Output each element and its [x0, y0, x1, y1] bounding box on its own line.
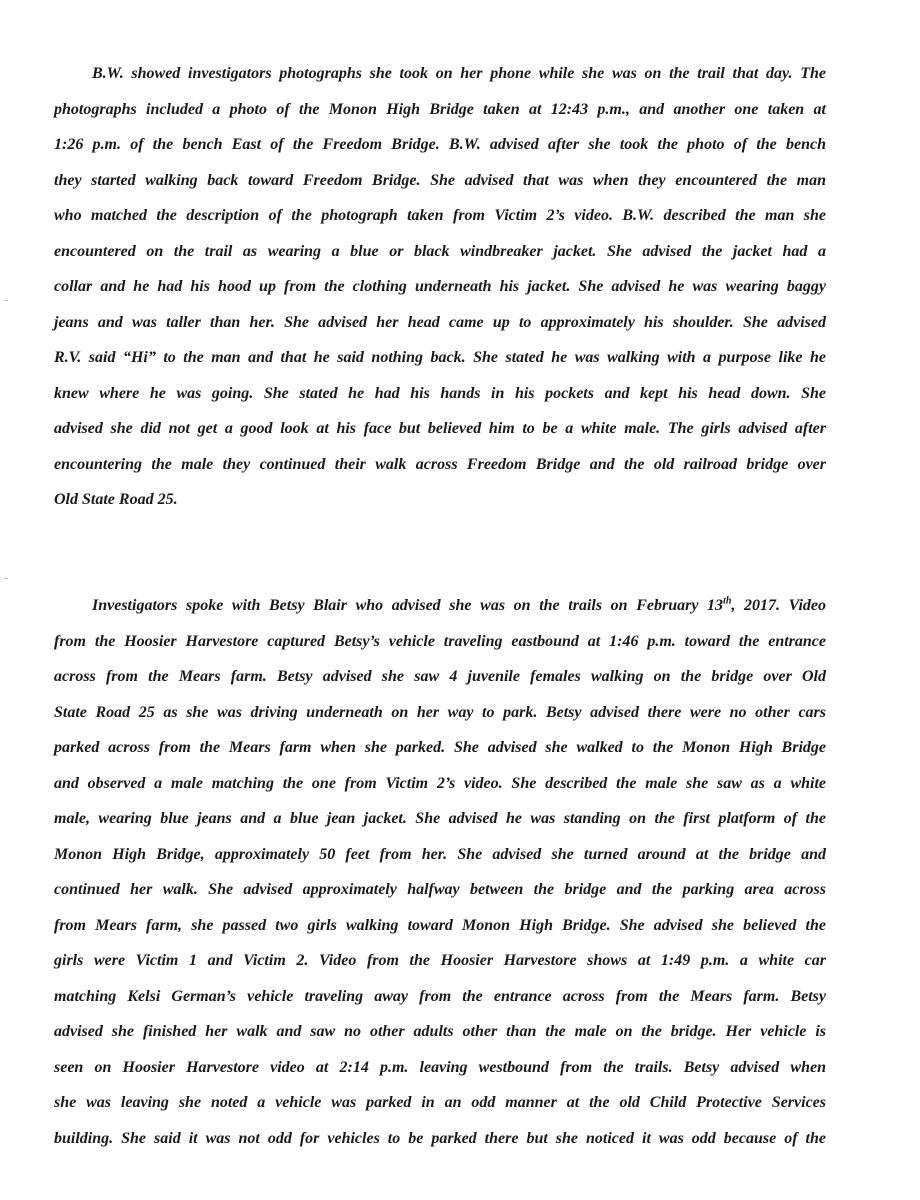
text-line: matching Kelsi German’s vehicle traveling away from the entrance across from the Mears farm. Betsy — [54, 987, 826, 1005]
text-line: she was leaving she noted a vehicle was parked in an odd manner at the old Child Protective Services — [54, 1094, 826, 1111]
text-line: collar and he had his hood up from the clothing underneath his jacket. She advised he was wearing baggy — [54, 278, 826, 295]
text-line: from Mears farm, she passed two girls walking toward Monon High Bridge. She advised she believed the — [54, 916, 826, 934]
text-line: they started walking back toward Freedom Bridge. She advised that was when they encountered the man — [54, 171, 826, 189]
text-line: across from the Mears farm. Betsy advised she saw 4 juvenile females walking on the bridge over Old — [54, 668, 826, 685]
superscript: th — [723, 595, 732, 607]
text-line: advised she finished her walk and saw no other adults other than the male on the bridge. Her vehicle is — [54, 1023, 826, 1040]
text-line: Monon High Bridge, approximately 50 feet from her. She advised she turned around at the bridge and — [54, 845, 826, 863]
scan-mark — [4, 578, 8, 579]
text-line: advised she did not get a good look at his face but believed him to be a white male. The girls advised after — [54, 420, 826, 437]
text-line: B.W. showed investigators photographs she took on her phone while she was on the trail that day. The — [92, 65, 826, 82]
text-line: from the Hoosier Harvestore captured Betsy’s vehicle traveling eastbound at 1:46 p.m. toward the entrance — [54, 632, 826, 650]
text-line: Old State Road 25. — [54, 491, 178, 508]
scan-mark — [4, 300, 8, 301]
text-line: encountered on the trail as wearing a blue or black windbreaker jacket. She advised the jacket had a — [54, 242, 826, 260]
text-line: encountering the male they continued their walk across Freedom Bridge and the old railroad bridge over — [54, 455, 826, 473]
text-line — [92, 594, 826, 618]
text-line: knew where he was going. She stated he had his hands in his pockets and kept his head down. She — [54, 384, 826, 402]
text-line: and observed a male matching the one from Victim 2’s video. She described the male she saw as a white — [54, 774, 826, 792]
text-line: photographs included a photo of the Monon High Bridge taken at 12:43 p.m., and another one taken at — [54, 100, 826, 118]
text-line: 1:26 p.m. of the bench East of the Freedom Bridge. B.W. advised after she took the photo of the bench — [54, 136, 826, 153]
text-line: seen on Hoosier Harvestore video at 2:14 p.m. leaving westbound from the trails. Betsy advised when — [54, 1058, 826, 1076]
text-line: continued her walk. She advised approximately halfway between the bridge and the parking area across — [54, 881, 826, 898]
text-segment: , 2017. Video — [731, 597, 826, 614]
text-line: male, wearing blue jeans and a blue jean jacket. She advised he was standing on the first platform of the — [54, 810, 826, 827]
text-line: who matched the description of the photograph taken from Victim 2’s video. B.W. described the man she — [54, 207, 826, 224]
text-line: R.V. said “Hi” to the man and that he said nothing back. She stated he was walking with a purpose like he — [54, 349, 826, 366]
text-line: State Road 25 as she was driving underneath on her way to park. Betsy advised there were no other cars — [54, 703, 826, 721]
text-line: jeans and was taller than her. She advised her head came up to approximately his shoulder. She advised — [54, 313, 826, 331]
text-line: girls were Victim 1 and Victim 2. Video from the Hoosier Harvestore shows at 1:49 p.m. a white car — [54, 952, 826, 969]
text-line: parked across from the Mears farm when she parked. She advised she walked to the Monon High Bridge — [54, 739, 826, 756]
text-line: building. She said it was not odd for vehicles to be parked there but she noticed it was odd because of the — [54, 1129, 826, 1147]
text-segment: Investigators spoke with Betsy Blair who advised she was on the trails on February 13 — [92, 597, 724, 614]
